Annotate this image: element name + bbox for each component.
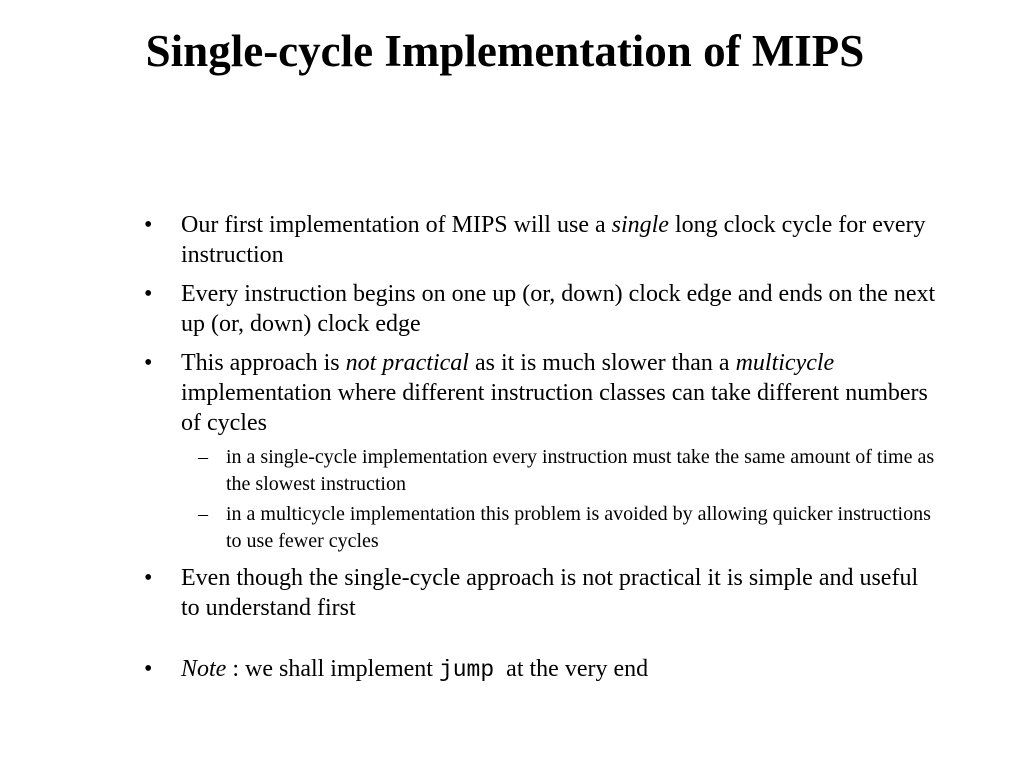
bullet-text: at the very end [494, 656, 649, 682]
bullet-dot: • [144, 350, 153, 376]
bullet-text: long clock cycle for every instruction [181, 212, 926, 268]
code-jump: jump [438, 657, 495, 683]
bullet-text: : we shall implement [226, 656, 439, 682]
sub-bullet-multicycle [140, 501, 940, 555]
bullet-simple-useful [140, 563, 940, 623]
bullet-text: Our first implementation of MIPS will use a [181, 212, 612, 238]
sub-bullet-single-cycle [140, 444, 940, 498]
slide-title: Single-cycle Implementation of MIPS [145, 26, 865, 76]
bullet-not-practical [140, 348, 940, 438]
bullet-text: This approach is [181, 350, 346, 376]
bullet-text: implementation where different instruction classes can take different numbers of cycles [181, 380, 928, 436]
bullet-emphasis: single [611, 212, 669, 238]
sub-bullet-text: in a single-cycle implementation every instruction must take the same amount of time as the slowest instruction [226, 446, 935, 495]
note-label: Note [181, 656, 227, 682]
bullet-emphasis: not practical [345, 350, 469, 376]
bullet-dot: • [144, 212, 153, 238]
bullet-text: Even though the single-cycle approach is not practical it is simple and useful to understand first [181, 565, 919, 621]
bullet-list [140, 210, 940, 694]
sub-bullet-text: in a multicycle implementation this problem is avoided by allowing quicker instructions to use fewer cycles [226, 503, 931, 552]
bullet-emphasis: multicycle [735, 350, 835, 376]
bullet-single-long-cycle [140, 210, 940, 270]
bullet-note-jump [140, 654, 940, 685]
bullet-dot: • [144, 565, 153, 591]
bullet-dot: • [144, 656, 153, 682]
bullet-dot: • [144, 281, 153, 307]
bullet-clock-edge [140, 279, 940, 339]
bullet-text: Every instruction begins on one up (or, down) clock edge and ends on the next up (or, down) clock edge [181, 281, 936, 337]
bullet-text: as it is much slower than a [468, 350, 736, 376]
sub-bullet-dash: – [198, 503, 208, 525]
sub-bullet-dash: – [198, 446, 208, 468]
